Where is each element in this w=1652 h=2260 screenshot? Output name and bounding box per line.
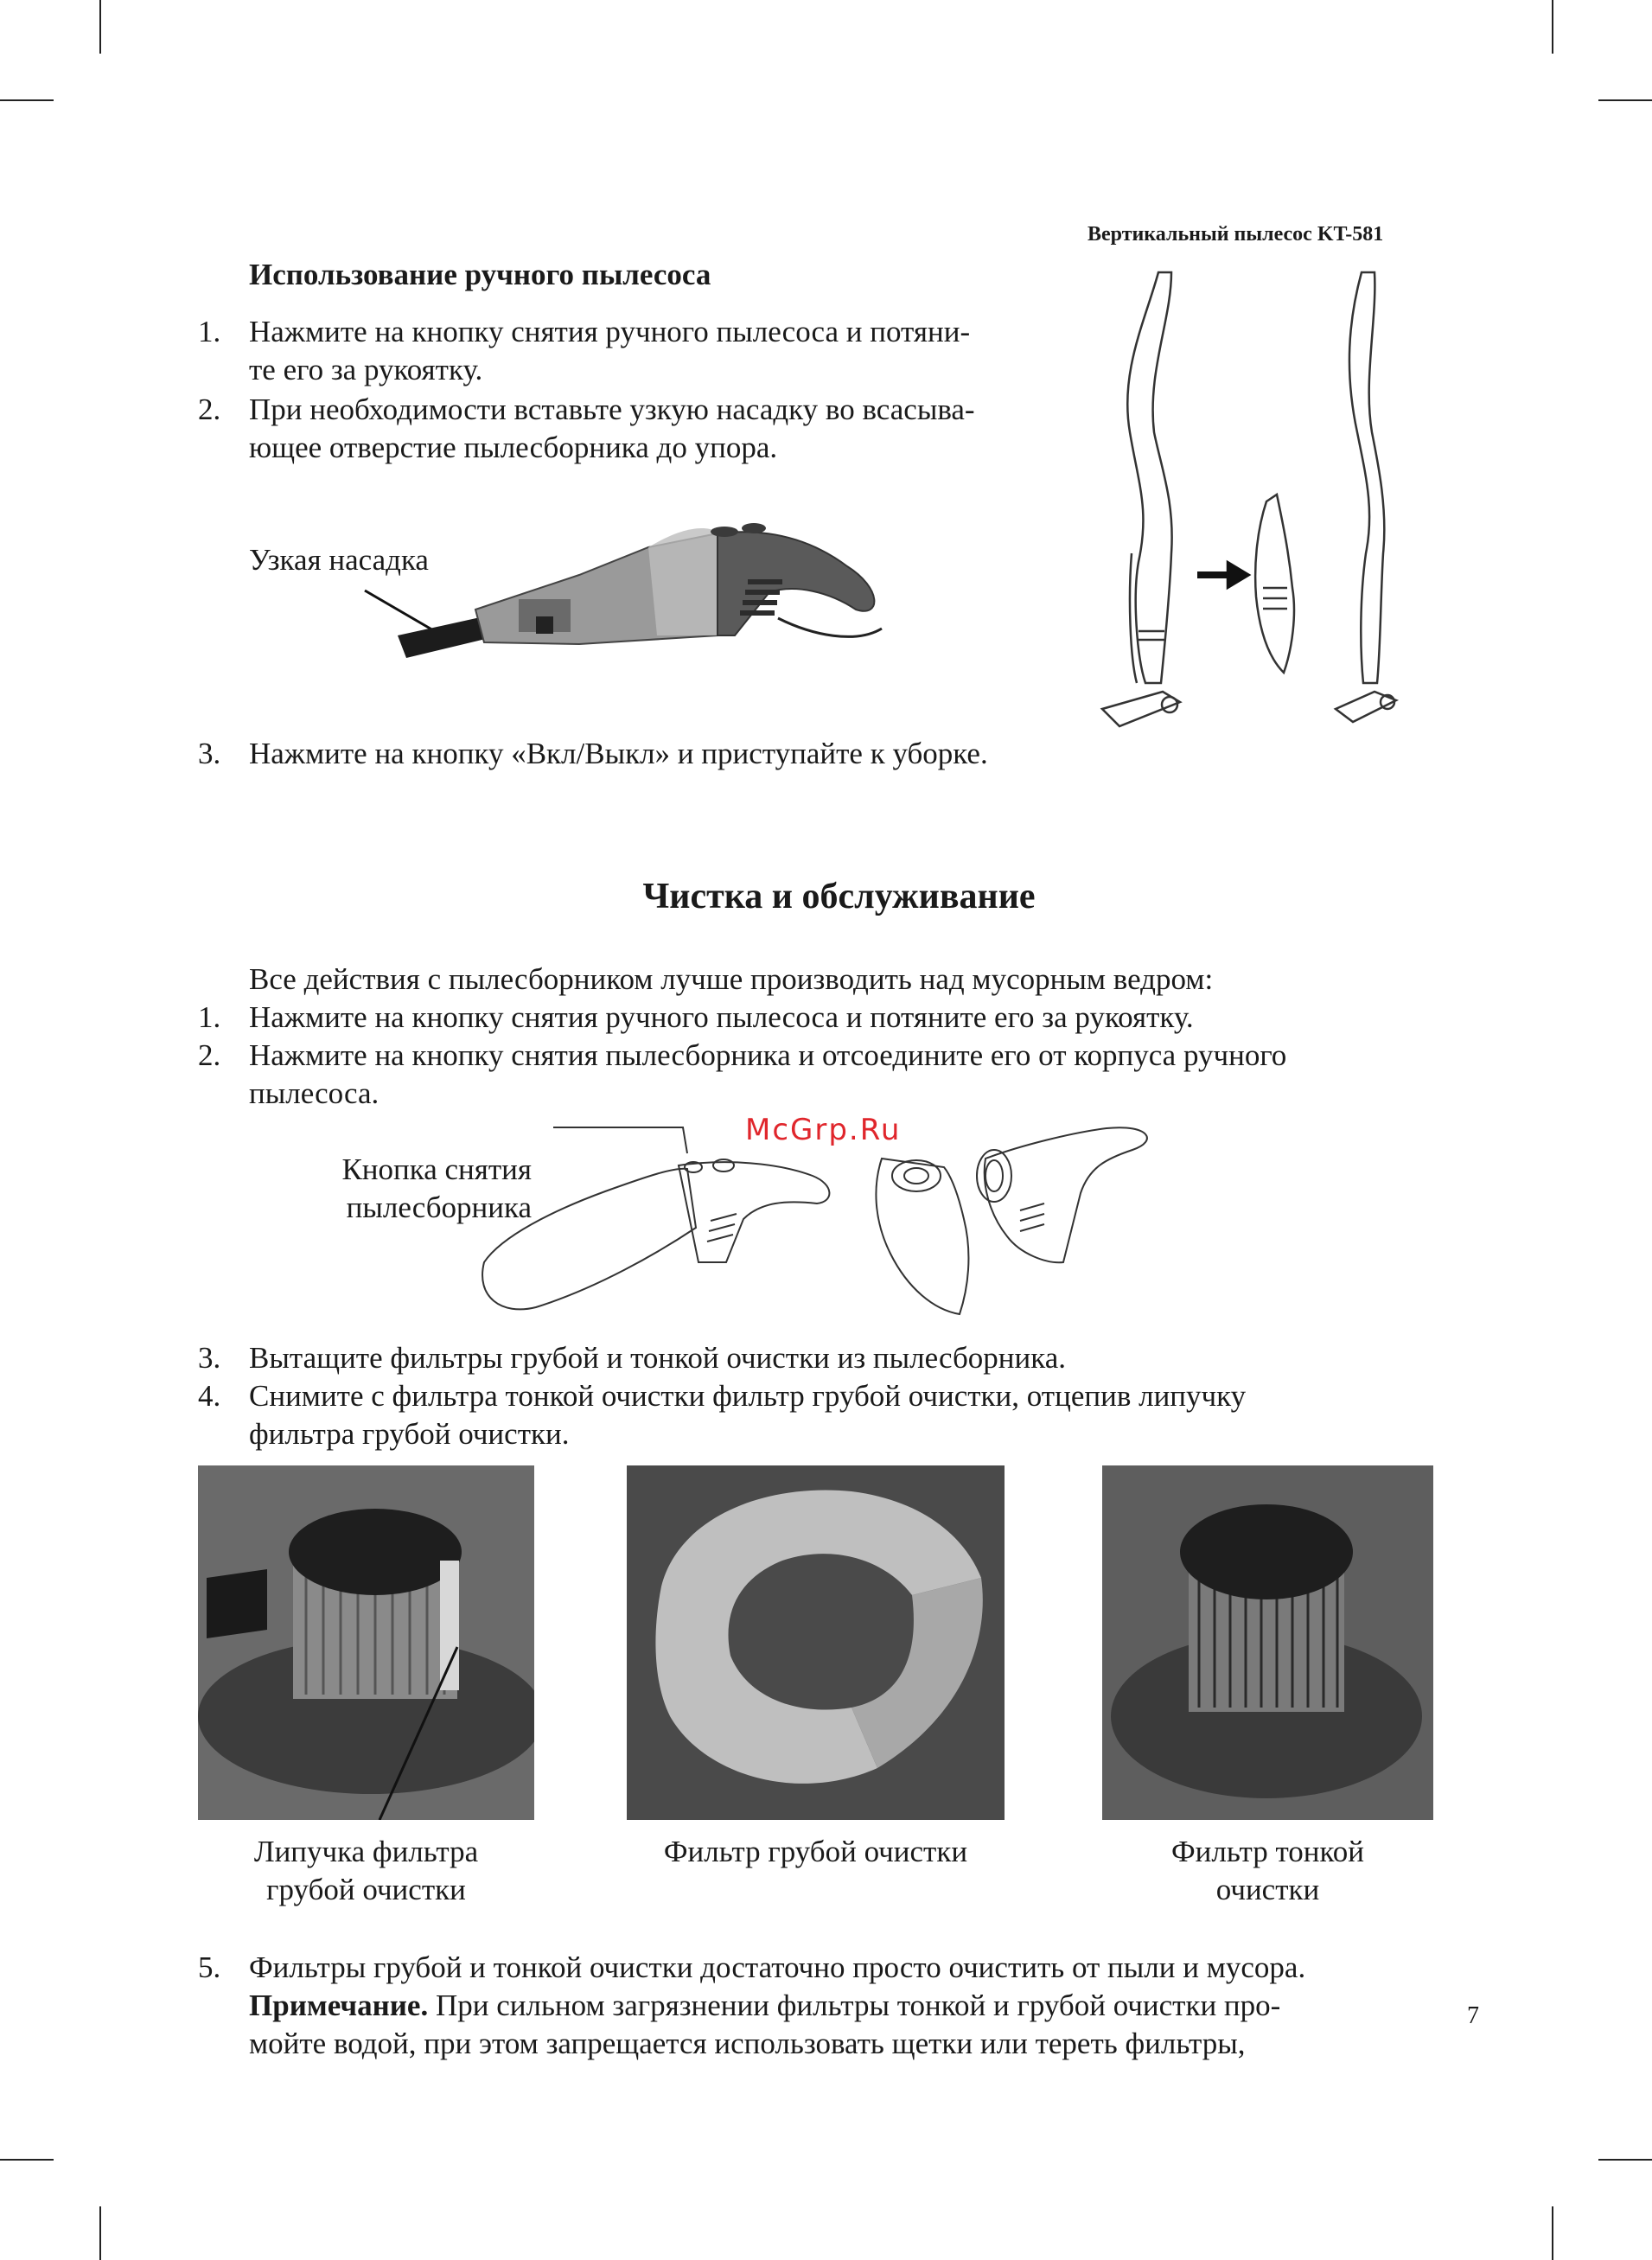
handheld-vacuum-illustration: [363, 506, 899, 679]
caption-line: Фильтр тонкой: [1171, 1835, 1364, 1868]
list-text: фильтра грубой очистки.: [249, 1417, 570, 1451]
section-title-handheld: Использование ручного пылесоса: [249, 258, 711, 291]
photo-coarse-filter: [627, 1465, 1005, 1820]
list-text: Фильтры грубой и тонкой очистки достаточно просто очистить от пыли и мусора.: [249, 1950, 1306, 1984]
crop-mark: [99, 0, 101, 54]
list-text: Нажмите на кнопку снятия ручного пылесоса и потяните его за рукоятку.: [249, 1000, 1194, 1034]
list-number: 3.: [198, 1341, 221, 1375]
caption-line: очистки: [1215, 1873, 1320, 1906]
watermark: McGrp.Ru: [745, 1113, 902, 1147]
photo-caption: [198, 1833, 534, 1909]
crop-mark: [1552, 2206, 1553, 2260]
note-text: При сильном загрязнении фильтры тонкой и грубой очистки про-: [428, 1989, 1281, 2022]
photo-fine-filter-drawing: [1102, 1465, 1433, 1820]
crop-mark: [1552, 0, 1553, 54]
list-text: При необходимости вставьте узкую насадку во всасыва-: [249, 393, 975, 426]
list-text: Нажмите на кнопку снятия ручного пылесоса и потяни-: [249, 315, 971, 348]
crop-mark: [99, 2206, 101, 2260]
list-number: 1.: [198, 1000, 221, 1034]
list-text: Нажмите на кнопку снятия пылесборника и отсоедините его от корпуса ручного: [249, 1038, 1287, 1072]
caption-line: Фильтр грубой очистки: [663, 1835, 968, 1868]
photo-velcro-filter: [198, 1465, 534, 1820]
list-text: ющее отверстие пылесборника до упора.: [249, 431, 778, 464]
page-number: 7: [1467, 2002, 1479, 2029]
photo-velcro-filter-drawing: [198, 1465, 534, 1820]
list-text: те его за рукоятку.: [249, 353, 483, 386]
crop-mark: [0, 99, 54, 101]
photo-coarse-filter-drawing: [627, 1465, 1005, 1820]
caption-line: грубой очистки: [266, 1873, 466, 1906]
upright-vacuum-illustration: [1085, 268, 1448, 778]
list-text: пылесоса.: [249, 1076, 380, 1110]
section-title-cleaning: Чистка и обслуживание: [642, 877, 1036, 916]
list-number: 1.: [198, 315, 221, 348]
crop-mark: [0, 2159, 54, 2161]
photo-caption: [605, 1833, 1026, 1871]
note-text: мойте водой, при этом запрещается использовать щетки или тереть фильтры,: [249, 2027, 1246, 2060]
note-label: Примечание.: [249, 1989, 429, 2022]
list-number: 2.: [198, 393, 221, 426]
list-text: Вытащите фильтры грубой и тонкой очистки из пылесборника.: [249, 1341, 1066, 1375]
note-line: [249, 1987, 1477, 2025]
release-label-line: пылесборника: [346, 1191, 532, 1224]
list-number: 2.: [198, 1038, 221, 1072]
crop-mark: [1598, 99, 1652, 101]
release-label-line: Кнопка снятия: [341, 1152, 532, 1186]
caption-line: Липучка фильтра: [253, 1835, 479, 1868]
crop-mark: [1598, 2159, 1652, 2161]
photo-fine-filter: [1102, 1465, 1433, 1820]
cleaning-intro: Все действия с пылесборником лучше производить над мусорным ведром:: [249, 962, 1214, 996]
list-number: 5.: [198, 1950, 221, 1984]
nozzle-label: Узкая насадка: [249, 543, 429, 577]
list-number: 3.: [198, 737, 221, 770]
list-number: 4.: [198, 1379, 221, 1413]
list-text: Нажмите на кнопку «Вкл/Выкл» и приступайте к уборке.: [249, 737, 988, 770]
dust-container-illustration: [467, 1124, 1176, 1331]
running-header: Вертикальный пылесос KT-581: [1088, 223, 1384, 246]
photo-caption: [1102, 1833, 1433, 1909]
list-text: Снимите с фильтра тонкой очистки фильтр грубой очистки, отцепив липучку: [249, 1379, 1247, 1413]
